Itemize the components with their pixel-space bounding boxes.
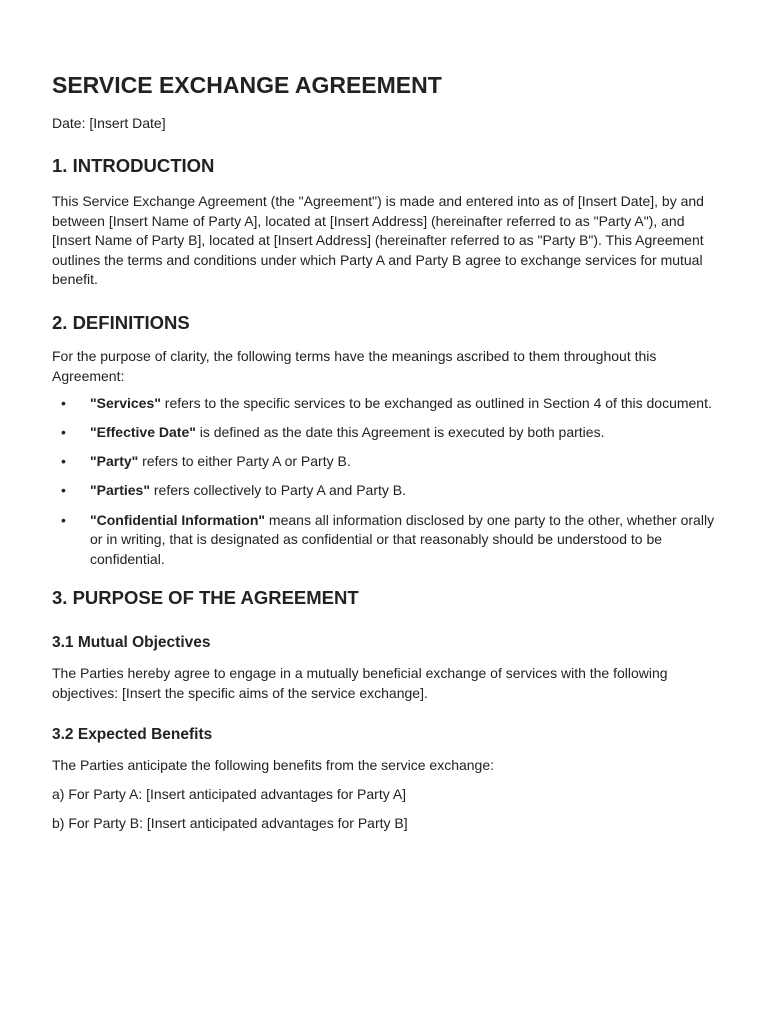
benefit-item-party-a: a) For Party A: [Insert anticipated advantages for Party A] [52,785,407,802]
bullet-icon: • [61,424,66,441]
definition-term: "Party" [90,453,139,470]
bullet-icon: • [61,395,66,412]
section-introduction-heading: 1. INTRODUCTION [52,155,215,176]
definition-item-services [52,394,718,414]
definition-term: "Services" [90,395,161,412]
document-title: SERVICE EXCHANGE AGREEMENT [52,72,442,98]
benefit-item-party-b: b) For Party B: [Insert anticipated advantages for Party B] [52,814,408,831]
bullet-icon: • [61,453,66,470]
definitions-list [52,394,718,569]
definition-text: refers collectively to Party A and Party B. [149,482,406,499]
section-purpose-heading: 3. PURPOSE OF THE AGREEMENT [52,587,359,609]
definition-text: refers to the specific services to be exchanged as outlined in Section 4 of this document. [160,395,712,412]
document-date: Date: [Insert Date] [52,115,166,131]
bullet-icon: • [61,511,66,528]
definition-item-parties [52,481,718,501]
subsection-mutual-objectives-heading: 3.1 Mutual Objectives [52,634,211,652]
definition-item-confidential-information [52,511,718,570]
definition-item-party [52,452,718,472]
definition-text: means all information disclosed by one party to the other, whether orally or in writing, that is designated as confidential or that reasonably should be understood to be confidential. [90,511,715,567]
section-definitions-heading: 2. DEFINITIONS [52,311,190,333]
definition-text: is defined as the date this Agreement is executed by both parties. [195,424,605,441]
bullet-icon: • [61,482,66,499]
section-definitions-intro: For the purpose of clarity, the following terms have the meanings ascribed to them throughout this Agreement: [52,347,657,384]
definition-item-effective-date [52,423,718,443]
definition-term: "Effective Date" [90,424,196,441]
definition-text: refers to either Party A or Party B. [138,453,351,470]
subsection-mutual-objectives-body: The Parties hereby agree to engage in a mutually beneficial exchange of services with the following objectives: [Insert the specific aims of the service exchange]. [52,665,668,701]
subsection-expected-benefits-heading: 3.2 Expected Benefits [52,725,213,743]
definition-term: "Confidential Information" [90,511,266,528]
definition-term: "Parties" [90,482,150,499]
section-introduction-body: This Service Exchange Agreement (the "Agreement") is made and entered into as of [Insert Date], by and between [Insert Name of Party A], located at [Insert Address] (hereinafter referred to as "Party A"), and [Insert Name of Party B], located at [Insert Address] (hereinafter referred to as "Party B"). This Agreement outlines the terms and conditions under which Party A and Party B agree to exchange services for mutual benefit. [52,193,704,288]
subsection-expected-benefits-body: The Parties anticipate the following benefits from the service exchange: [52,756,495,773]
